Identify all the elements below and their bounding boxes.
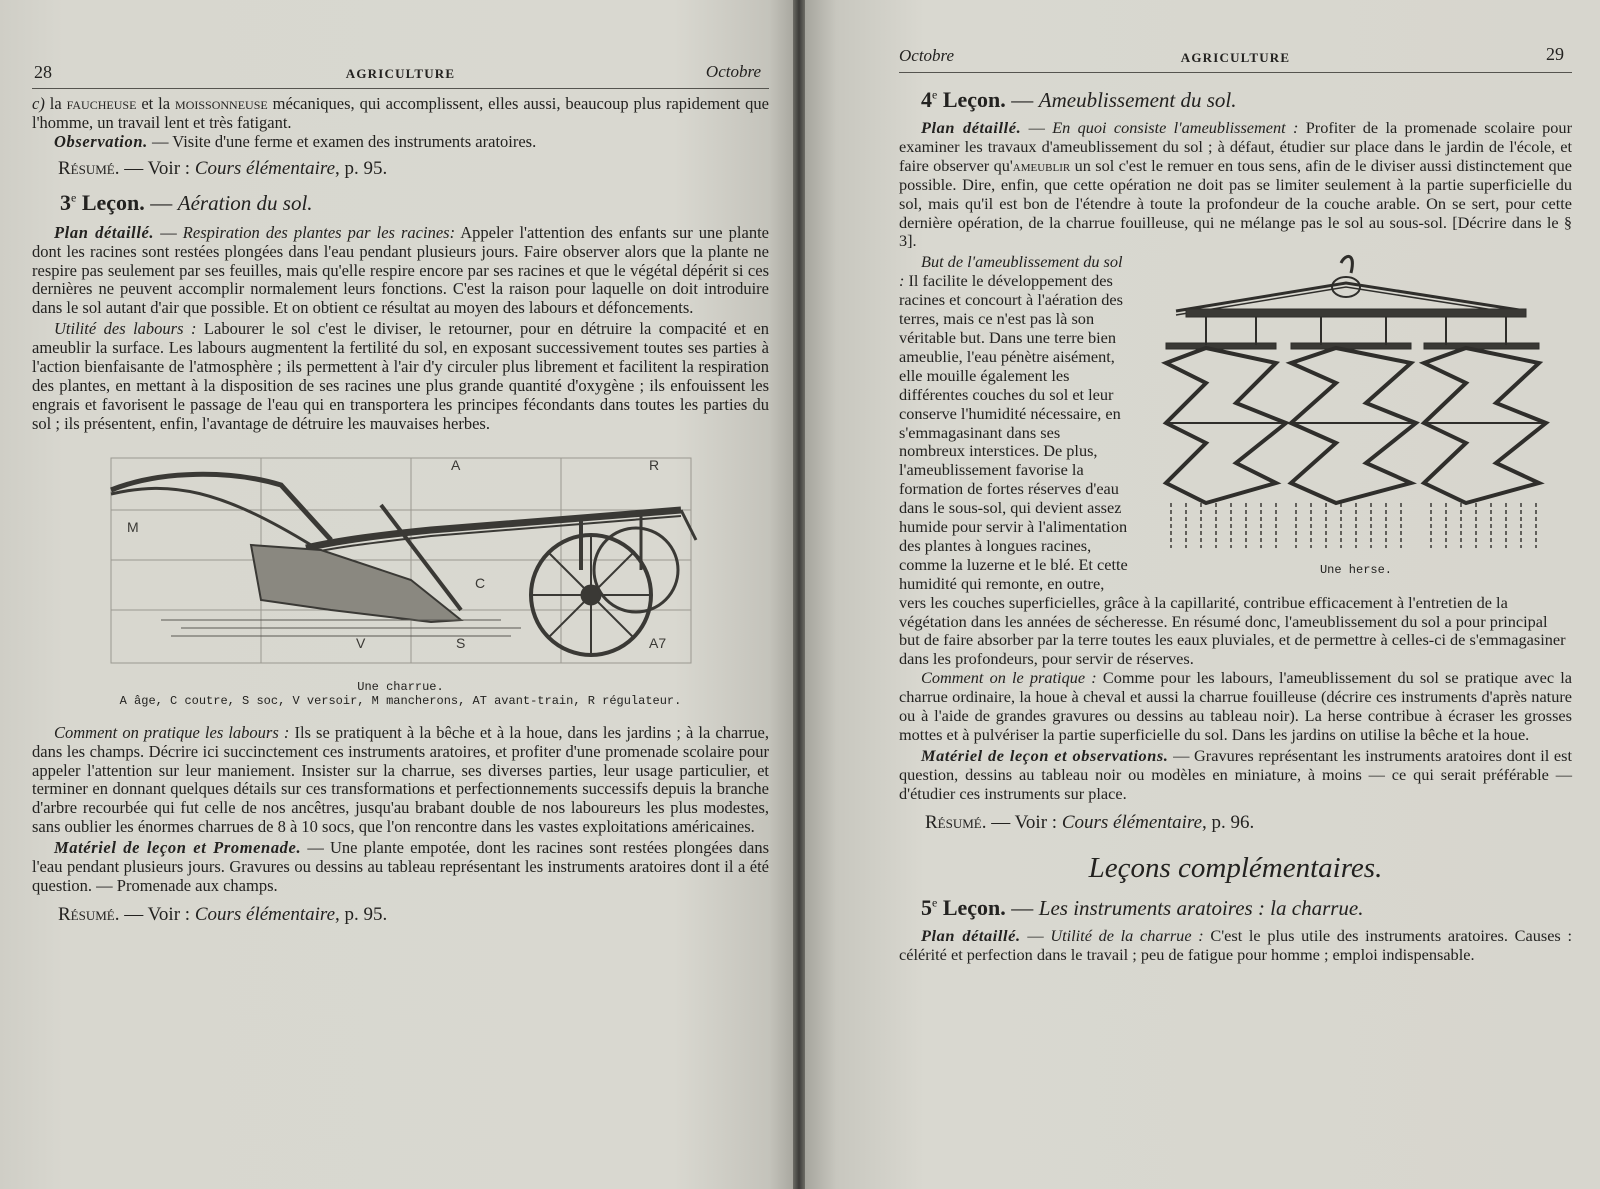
left-running-head [32,62,769,89]
section-title: AGRICULTURE [1180,50,1291,65]
plow-illustration [81,450,721,675]
complementary-lessons-title: Leçons complémentaires. [1088,851,1383,884]
harrow-illustration [1146,253,1566,558]
lesson-heading: 4e Leçon. — Ameublissement du sol. [921,87,1237,112]
resume-line-2: Résumé. — Voir : Cours élémentaire, p. 95. [58,903,388,925]
page-number: 28 [34,62,52,82]
plow-caption-title: Une charrue. [357,679,444,694]
observation-paragraph: Observation. — Visite d'une ferme et examen des instruments aratoires. [54,131,537,151]
utilite-paragraph: Utilité des labours : Labourer le sol c'est le diviser, le retourner, pour en détruire la compacité et en ameublir la surface. Les labours augmentent la fertilité du sol, en exposant successivement toutes ses parties à l'action bienfaisante de l'atmosphère ; ils permettent à l'air d'y circuler plus librement et facilitent la respiration des plantes, en mettant à la disposition de ses racines une plus grande quantité d'oxygène ; ils enfouissent les engrais et favorisent le passage de l'eau qui en transportera les principes fécondants dans toutes les parties du sol ; ils présentent, enfin, l'avantage de détruire les mauvaises herbes. [32,319,769,433]
materiel-paragraph: Matériel de leçon et Promenade. — Une plante empotée, dont les racines sont restées plongées dans l'eau pendant plusieurs jours. Gravures ou dessins au tableau représentant les instruments aratoires dont il a été question. — Promenade aux champs. [32,838,770,895]
label-c: C [474,574,485,591]
harrow-caption: Une herse. [1319,563,1392,578]
plan-paragraph: Plan détaillé. — Respiration des plantes par les racines: Appeler l'attention des enfants sur une plante dont les racines sont restées plongées dans l'eau pendant plusieurs jours. Faire observer alors que la plante ne respire pas seulement par ses feuilles, mais qu'elle respire encore par ses racines et que le végétal dépérit si ces dernières ne peuvent accomplir normalement leurs fonctions. C'est la raison pour laquelle on doit introduire dans le sol autant d'air que possible. Et on obtient ce résultat au moyen des labours et défoncements. [32,222,769,318]
plow-caption-legend: A âge, C coutre, S soc, V versoir, M mancherons, AT avant-train, R régulateur. [119,693,682,708]
resume-line: Résumé. — Voir : Cours élémentaire, p. 95. [58,157,388,179]
lesson-heading-5: 5e Leçon. — Les instruments aratoires : la charrue. [921,894,1364,920]
resume-line: Résumé. — Voir : Cours élémentaire, p. 96. [925,811,1255,833]
comment-paragraph: Comment on le pratique : Comme pour les labours, l'ameublissement du sol se pratique avec la charrue ordinaire, la houe à cheval et aussi la charrue fouilleuse (décrire ces instruments d'après nature ou à l'aide de grandes gravures ou dessins au tableau noir). La herse contribue à écraser les grosses mottes et à pulvériser la partie superficielle du sol. Dans les jardins on utilise la bêche et la houe. [899,668,1573,744]
lesson-heading: 3e Leçon. — Aération du sol. [60,189,313,215]
month-label: Octobre [705,62,761,81]
label-s: S [455,634,465,651]
label-r: R [648,456,659,473]
left-page [0,0,793,1189]
book-gutter [793,0,805,1189]
label-at: A7 [648,634,666,651]
plan-paragraph: Plan détaillé. — En quoi consiste l'ameublissement : Profiter de la promenade scolaire pour examiner les travaux d'ameublissement du sol ; à défaut, étudier sur place dans le jardin de l'école, et faire observer qu'ameublir un sol c'est le remuer en tous sens, afin de le diviser aussi distinctement que possible. Dire, enfin, que cette opération ne doit pas se limiter seulement à la partie superficielle du sol, mais qu'il est bon de l'étendre à toute la profondeur de la couche arable. On se sert, pour cette dernière opération, de la charrue fouilleuse, qui ne mélange pas le sol au sous-sol. [Décrire dans le § 3]. [899,118,1572,251]
page-number: 29 [1546,44,1564,64]
paragraph-c: c) la faucheuse et la moissonneuse mécaniques, qui accomplissent, elles aussi, beaucoup plus rapidement que l'homme, un travail lent et très fatigant. [32,94,769,132]
plow-figure [32,450,769,708]
harrow-figure [1140,253,1572,577]
but-section [899,253,1572,669]
label-m: M [126,518,139,535]
section-title: AGRICULTURE [345,66,456,81]
materiel-paragraph: Matériel de leçon et observations. — Gravures représentant les instruments aratoires dont il est question, dessins au tableau noir ou modèles en miniature, à moins — ce qui serait préférable — d'étudier ces instruments sur place. [899,745,1572,803]
comment-paragraph: Comment on pratique les labours : Ils se pratiquent à la bêche et à la houe, dans les jardins ; à la charrue, dans les champs. Décrire ici succinctement ces instruments aratoires, et profiter d'une promenade scolaire pour appeler l'attention sur leur maniement. Insister sur la charrue, ses diverses parties, leur usage particulier, et terminer en donnant quelques détails sur ces transformations et perfectionnements successifs depuis la branche d'arbre recourbée qui fut celle de nos ancêtres, jusqu'au brabant double de nos laboureurs les plus modestes, sans oublier les énormes charrues de 8 à 10 socs, que l'on rencontre dans les vastes exploitations américaines. [32,722,769,837]
month-label: Octobre [899,46,955,65]
right-page [805,0,1600,1189]
label-v: V [355,634,365,651]
but-paragraph: But de l'ameublissement du sol : Il facilite le développement des racines et concourt à l'aération des terres, mais ce n'est pas là son véritable but. Dans une terre bien ameublie, l'eau pénètre aisément, elle mouille également les différentes couches du sol et leur conserve l'humidité nécessaire, en s'emmagasinant dans ses nombreux interstices. De plus, l'ameublissement favorise la formation de fortes réserves d'eau dans le sous-sol, qui devient assez humide pour servir à l'alimentation des plantes à longues racines, comme la luzerne et le blé. Et cette humidité qui remonte, en outre, vers les couches superficielles, grâce à la capillarité, contribue efficacement à l'entretien de la végétation dans les années de sécheresse. En résumé donc, l'ameublissement du sol a pour principal but de faire absorber par la terre toutes les eaux pluviales, et de permettre à celles-ci de s'emmagasiner dans les profondeurs, pour servir de réserves. [899,252,1566,669]
label-a: A [450,456,460,473]
plan5-paragraph: Plan détaillé. — Utilité de la charrue : C'est le plus utile des instruments aratoires. Causes : célérité et perfection dans le travail ; peu de fatigue pour homme ; emploi indispensable. [899,925,1572,964]
right-running-head [899,46,1572,73]
